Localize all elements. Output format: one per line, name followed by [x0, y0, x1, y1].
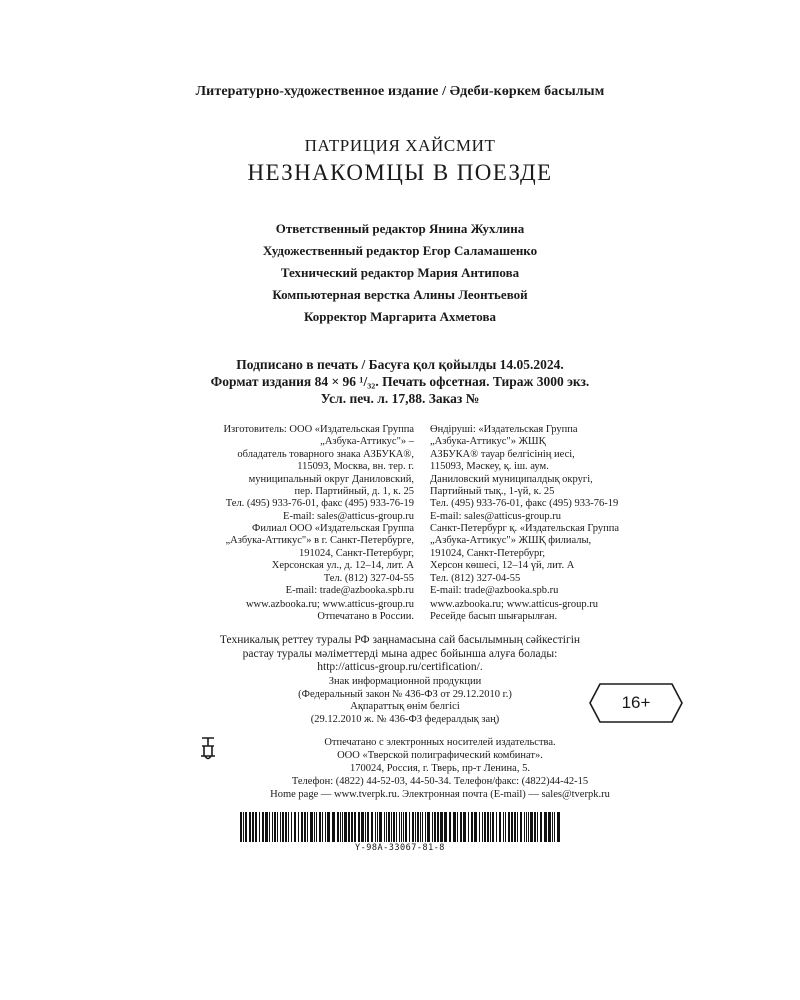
barcode-bar [534, 812, 536, 842]
text-line: (29.12.2010 ж. № 436-ФЗ федералдық заң) [310, 713, 500, 725]
series-line: Литературно-художественное издание / Әдеби-көркем басылым [195, 84, 605, 99]
text-line: (Федеральный закон № 436-ФЗ от 29.12.2010 г.) [298, 688, 512, 700]
barcode-bar [528, 812, 529, 842]
barcode-bar [340, 812, 341, 842]
barcode-bar [301, 812, 303, 842]
barcode-bar [415, 812, 416, 842]
barcode-bar [517, 812, 518, 842]
barcode-bar [310, 812, 313, 842]
barcode-bar [377, 812, 378, 842]
barcode-bar [460, 812, 462, 842]
barcode-bar [277, 812, 278, 842]
text-line: Тел. (812) 327-04-55 [323, 572, 414, 584]
text-line: E-mail: trade@azbooka.spb.ru [285, 585, 414, 597]
barcode [238, 812, 562, 842]
barcode-bar [440, 812, 443, 842]
barcode-bar [252, 812, 254, 842]
text-line: Ресейде басып шығарылған. [430, 611, 558, 623]
barcode-bar [288, 812, 289, 842]
text-line: Home page — www.tverpk.ru. Электронная почта (E-mail) — sales@tverpk.ru [270, 789, 610, 800]
text-line: Партийный тық., 1-үй, к. 25 [430, 486, 555, 498]
barcode-bar [388, 812, 390, 842]
text-line: 191024, Санкт-Петербург, [298, 547, 414, 559]
text-line: E-mail: sales@atticus-group.ru [283, 510, 414, 522]
manufacturer-ru [140, 424, 414, 523]
age-rating-badge [588, 682, 684, 724]
barcode-bar [499, 812, 501, 842]
barcode-bar [427, 812, 430, 842]
barcode-bar [327, 812, 330, 842]
barcode-bar [365, 812, 366, 842]
barcode-bar [505, 812, 506, 842]
barcode-bar [425, 812, 426, 842]
barcode-bar [307, 812, 308, 842]
text-line: 191024, Санкт-Петербург, [430, 547, 546, 559]
author-name: ПАТРИЦИЯ ХАЙСМИТ [304, 136, 496, 155]
manufacturer-kz [430, 424, 730, 523]
barcode-bar [484, 812, 486, 842]
text-line: www.azbooka.ru; www.atticus-group.ru [430, 599, 599, 610]
credit-line: Корректор Маргарита Ахметова [303, 309, 497, 324]
barcode-bar [272, 812, 273, 842]
branch-kz [430, 523, 730, 597]
barcode-bar [298, 812, 299, 842]
text-line: „Азбука-Аттикус"» – [320, 436, 414, 448]
text-line: Техникалық реттеу туралы РФ заңнамасына сай басылымның сәйкестігін [219, 634, 581, 646]
barcode-bar [399, 812, 400, 842]
text-line: обладатель товарного знака АЗБУКА®, [237, 448, 414, 460]
age-rating: 16+ [621, 693, 651, 712]
barcode-bar [422, 812, 423, 842]
text-line: E-mail: sales@atticus-group.ru [430, 510, 561, 522]
barcode-bar [393, 812, 395, 842]
barcode-bar [434, 812, 436, 842]
barcode-bar [449, 812, 451, 842]
barcode-bar [337, 812, 339, 842]
barcode-bar [503, 812, 504, 842]
credit-line: Компьютерная верстка Алины Леонтьевой [272, 287, 528, 302]
text-line: ООО «Тверской полиграфический комбинат». [337, 750, 543, 761]
barcode-bar [548, 812, 551, 842]
barcode-bar [520, 812, 522, 842]
barcode-bar [354, 812, 356, 842]
barcode-bar [437, 812, 439, 842]
barcode-bar [554, 812, 555, 842]
barcode-bar [262, 812, 264, 842]
barcode-bar [280, 812, 281, 842]
barcode-bar [319, 812, 321, 842]
text-line: Тел. (495) 933-76-01, факс (495) 933-76-19 [430, 498, 619, 510]
text-line: Даниловский муниципалдық округі, [430, 473, 593, 485]
barcode-bar [514, 812, 516, 842]
barcode-bar [255, 812, 257, 842]
publication-info [0, 356, 800, 407]
text-line: растау туралы мәліметтерді мына адрес бойынша алуға болады: [242, 647, 558, 660]
format-line: Формат издания 84 × 96 ¹/₃₂. Печать офсетная. Тираж 3000 экз. [210, 374, 590, 389]
barcode-bar [508, 812, 510, 842]
web-ru [140, 599, 414, 624]
barcode-bar [511, 812, 513, 842]
barcode-bar [371, 812, 373, 842]
text-line: http://atticus-group.ru/certification/. [317, 661, 483, 673]
text-line: E-mail: trade@azbooka.spb.ru [430, 585, 559, 597]
barcode-bar [524, 812, 525, 842]
barcode-bar [379, 812, 382, 842]
text-line: Знак информационной продукции [328, 676, 482, 687]
signed-to-print: Подписано в печать / Басуға қол қойылды 14.05.2024. [236, 357, 564, 372]
text-line: 115093, Мәскеу, қ. іш. аум. [430, 461, 549, 473]
barcode-bar [482, 812, 483, 842]
barcode-bar [314, 812, 315, 842]
barcode-bar [274, 812, 276, 842]
barcode-bar [351, 812, 353, 842]
barcode-bar [552, 812, 553, 842]
barcode-bar [490, 812, 491, 842]
web-kz [430, 599, 730, 624]
barcode-bar [348, 812, 350, 842]
text-line: Тел. (812) 327-04-55 [430, 572, 521, 584]
text-line: Өндіруші: «Издательская Группа [430, 424, 578, 435]
text-line: www.azbooka.ru; www.atticus-group.ru [245, 599, 414, 610]
barcode-bar [468, 812, 469, 842]
barcode-bar [492, 812, 494, 842]
barcode-bar [526, 812, 527, 842]
barcode-bar [294, 812, 296, 842]
barcode-bar [479, 812, 480, 842]
barcode-bar [412, 812, 414, 842]
text-line: „Азбука-Аттикус"» ЖШҚ филиалы, [430, 535, 592, 547]
barcode-bar [322, 812, 323, 842]
barcode-bar [249, 812, 251, 842]
text-line: пер. Партийный, д. 1, к. 25 [294, 486, 414, 498]
text-line: АЗБУКА® тауар белгісінің иесі, [430, 448, 575, 460]
barcode-bar [537, 812, 538, 842]
book-title: НЕЗНАКОМЦЫ В ПОЕЗДЕ [247, 160, 553, 185]
barcode-bar [471, 812, 473, 842]
barcode-bar [358, 812, 360, 842]
text-line: „Азбука-Аттикус"» в г. Санкт-Петербурге, [225, 535, 414, 547]
barcode-bar [291, 812, 292, 842]
branch-ru [140, 523, 414, 597]
credits-block [0, 218, 800, 328]
text-line: Филиал ООО «Издательская Группа [252, 523, 414, 534]
barcode-bar [265, 812, 268, 842]
text-line: муниципальный округ Даниловский, [248, 473, 414, 485]
text-line: Санкт-Петербург қ. «Издательская Группа [430, 523, 619, 534]
barcode-bar [405, 812, 407, 842]
barcode-bar [269, 812, 270, 842]
barcode-bar [540, 812, 542, 842]
isbn-text: Y-98A-33067-81-8 [355, 843, 445, 853]
barcode-bar [403, 812, 404, 842]
barcode-bar [463, 812, 466, 842]
barcode-bar [367, 812, 369, 842]
credit-line: Художественный редактор Егор Саламашенко [262, 243, 538, 258]
barcode-bar [240, 812, 242, 842]
barcode-bar [361, 812, 364, 842]
info-product-sign [240, 676, 570, 726]
barcode-bar [401, 812, 402, 842]
text-line: Телефон: (4822) 44-52-03, 44-50-34. Телефон/факс: (4822)44-42-15 [291, 776, 589, 787]
barcode-bar [496, 812, 497, 842]
barcode-bar [386, 812, 387, 842]
barcode-bar [285, 812, 287, 842]
text-line: Тел. (495) 933-76-01, факс (495) 933-76-19 [225, 498, 414, 510]
text-line: Херсон көшесі, 12–14 үй, лит. А [430, 560, 575, 572]
barcode-bar [396, 812, 397, 842]
barcode-bar [530, 812, 533, 842]
barcode-bar [375, 812, 376, 842]
text-line: 170024, Россия, г. Тверь, пр-т Ленина, 5. [350, 763, 530, 774]
barcode-bar [282, 812, 284, 842]
barcode-bar [259, 812, 260, 842]
barcode-bar [245, 812, 247, 842]
barcode-bar [409, 812, 410, 842]
printer-info [200, 736, 680, 801]
barcode-bar [332, 812, 335, 842]
credit-line: Ответственный редактор Янина Жухлина [275, 221, 525, 236]
barcode-bar [420, 812, 421, 842]
text-line: 115093, Москва, вн. тер. г. [297, 461, 414, 473]
barcode-bar [444, 812, 447, 842]
barcode-bar [384, 812, 385, 842]
text-line: Отпечатано в России. [317, 611, 414, 623]
text-line: Херсонская ул., д. 12–14, лит. А [271, 560, 414, 572]
barcode-bar [487, 812, 489, 842]
sheets-line: Усл. печ. л. 17,88. Заказ № [320, 391, 480, 406]
credit-line: Технический редактор Мария Антипова [280, 265, 520, 280]
barcode-bar [391, 812, 392, 842]
text-line: Ақпараттық өнім белгісі [350, 701, 460, 713]
text-line: Отпечатано с электронных носителей издательства. [324, 737, 556, 748]
barcode-bar [432, 812, 433, 842]
barcode-bar [243, 812, 244, 842]
tech-regulation [0, 634, 800, 675]
barcode-bar [417, 812, 419, 842]
barcode-bar [474, 812, 477, 842]
barcode-bar [544, 812, 547, 842]
barcode-bar [453, 812, 456, 842]
barcode-bar [316, 812, 317, 842]
barcode-bar [457, 812, 458, 842]
barcode-bar [557, 812, 560, 842]
text-line: „Азбука-Аттикус"» ЖШҚ [430, 436, 546, 448]
barcode-bar [325, 812, 326, 842]
barcode-bar [304, 812, 306, 842]
text-line: Изготовитель: ООО «Издательская Группа [223, 424, 414, 435]
barcode-bar [342, 812, 343, 842]
barcode-bar [344, 812, 347, 842]
